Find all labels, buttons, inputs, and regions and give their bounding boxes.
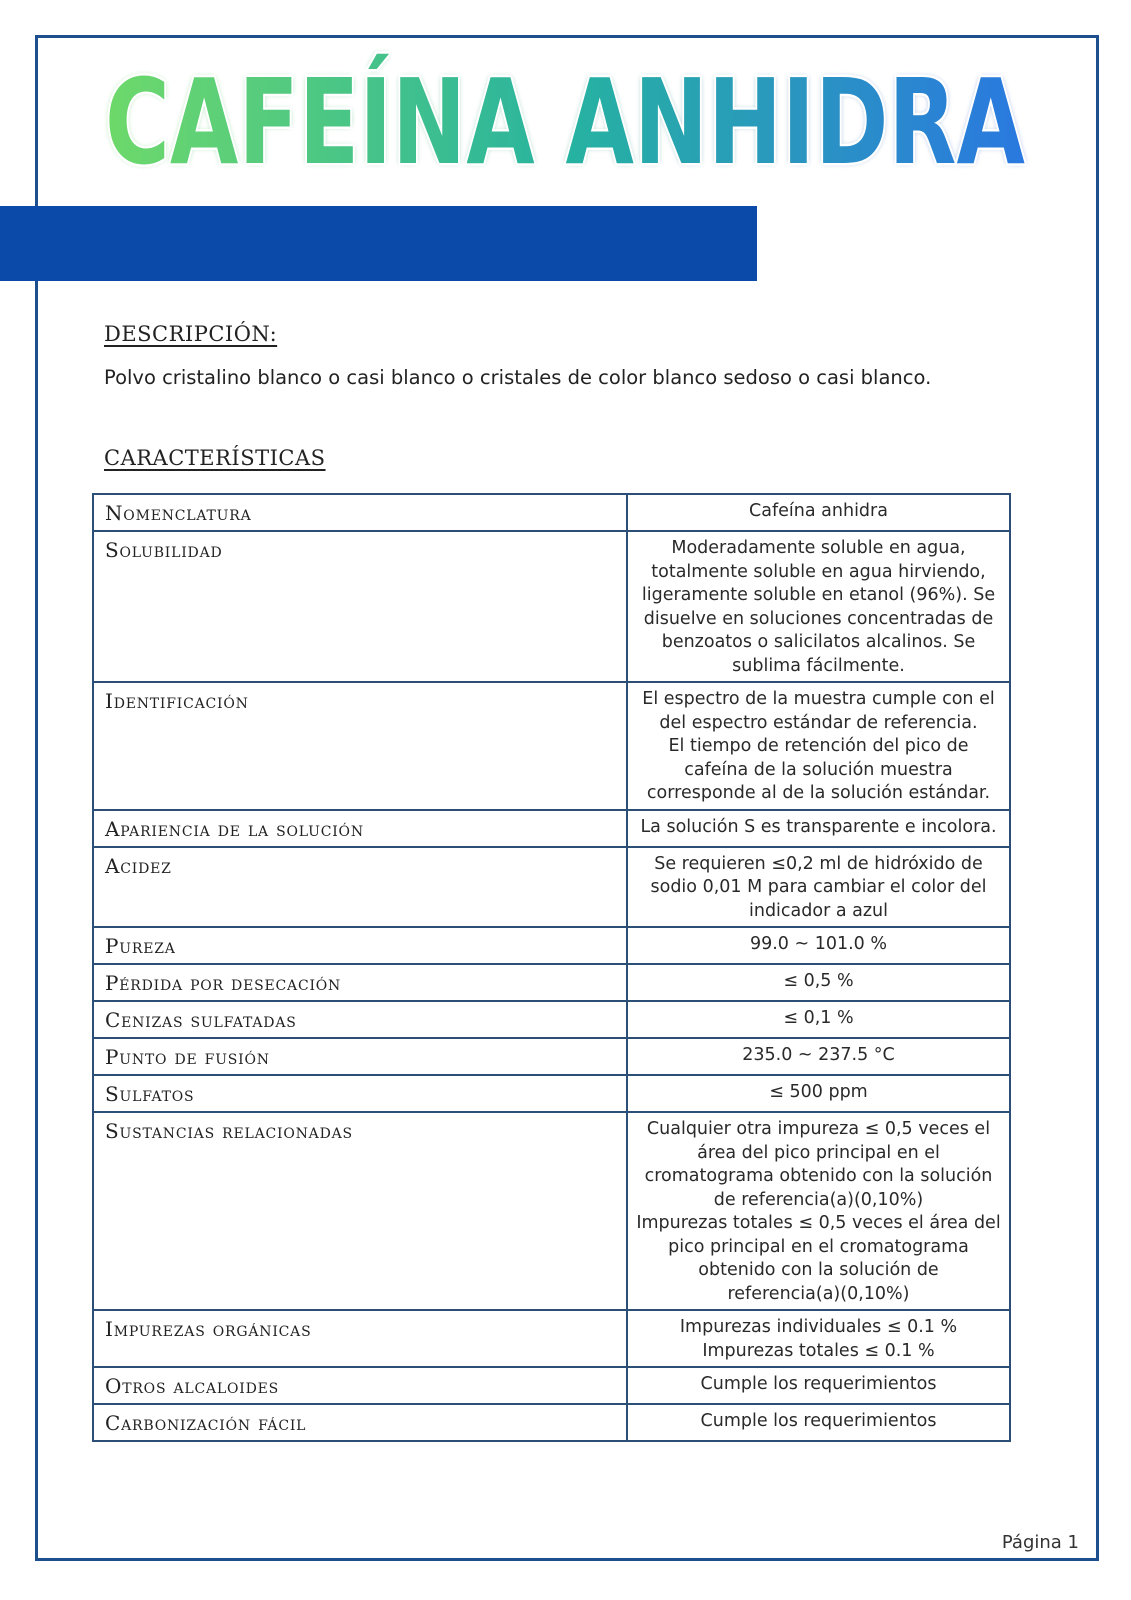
table-row [93, 927, 1010, 964]
row-value: 99.0 ~ 101.0 % [627, 927, 1010, 964]
row-label: Cenizas sulfatadas [93, 1001, 627, 1038]
description-heading: DESCRIPCIÓN: [104, 322, 278, 346]
row-label: Pureza [93, 927, 627, 964]
row-value: Moderadamente soluble en agua, totalmente soluble en agua hirviendo, ligeramente soluble en etanol (96%). Se disuelve en soluciones concentradas de benzoatos o salicilatos alcalinos. Se sublima fácilmente. [627, 531, 1010, 682]
table-row [93, 531, 1010, 682]
row-label: Acidez [93, 847, 627, 928]
row-value: ≤ 0,5 % [627, 964, 1010, 1001]
row-label: Nomenclatura [93, 494, 627, 531]
description-text: Polvo cristalino blanco o casi blanco o cristales de color blanco sedoso o casi blanco. [104, 366, 932, 389]
row-label: Impurezas orgánicas [93, 1310, 627, 1367]
row-value: Cumple los requerimientos [627, 1367, 1010, 1404]
row-value: Cafeína anhidra [627, 494, 1010, 531]
table-row [93, 964, 1010, 1001]
row-label: Sustancias relacionadas [93, 1112, 627, 1310]
table-row [93, 494, 1010, 531]
page-number: Página 1 [1001, 1532, 1079, 1553]
table-row [93, 1367, 1010, 1404]
characteristics-heading: CARACTERÍSTICAS [104, 446, 326, 470]
row-label: Pérdida por desecación [93, 964, 627, 1001]
header-band [0, 206, 757, 281]
row-label: Identificación [93, 682, 627, 810]
table-row [93, 1112, 1010, 1310]
table-row [93, 847, 1010, 928]
row-label: Sulfatos [93, 1075, 627, 1112]
row-value: Impurezas individuales ≤ 0.1 % Impurezas totales ≤ 0.1 % [627, 1310, 1010, 1367]
row-value: ≤ 0,1 % [627, 1001, 1010, 1038]
table-row [93, 1404, 1010, 1441]
row-value: ≤ 500 ppm [627, 1075, 1010, 1112]
table-row [93, 810, 1010, 847]
row-label: Otros alcaloides [93, 1367, 627, 1404]
row-value: La solución S es transparente e incolora. [627, 810, 1010, 847]
table-row [93, 1038, 1010, 1075]
table-row [93, 1001, 1010, 1038]
row-value: Cumple los requerimientos [627, 1404, 1010, 1441]
document-title [95, 45, 1035, 185]
row-value: El espectro de la muestra cumple con el del espectro estándar de referencia. El tiempo de retención del pico de cafeína de la solución muestra corresponde al de la solución estándar. [627, 682, 1010, 810]
row-label: Punto de fusión [93, 1038, 627, 1075]
row-label: Carbonización fácil [93, 1404, 627, 1441]
characteristics-table [92, 493, 1011, 1442]
row-label: Apariencia de la solución [93, 810, 627, 847]
table-row [93, 1075, 1010, 1112]
row-value: Se requieren ≤0,2 ml de hidróxido de sodio 0,01 M para cambiar el color del indicador a azul [627, 847, 1010, 928]
row-value: Cualquier otra impureza ≤ 0,5 veces el área del pico principal en el cromatograma obtenido con la solución de referencia(a)(0,10%) Impurezas totales ≤ 0,5 veces el área del pico principal en el cromatograma obtenido con la solución de referencia(a)(0,10%) [627, 1112, 1010, 1310]
row-value: 235.0 ~ 237.5 °C [627, 1038, 1010, 1075]
table-row [93, 682, 1010, 810]
table-row [93, 1310, 1010, 1367]
row-label: Solubilidad [93, 531, 627, 682]
title-text: CAFEÍNA ANHIDRA [105, 53, 1025, 185]
